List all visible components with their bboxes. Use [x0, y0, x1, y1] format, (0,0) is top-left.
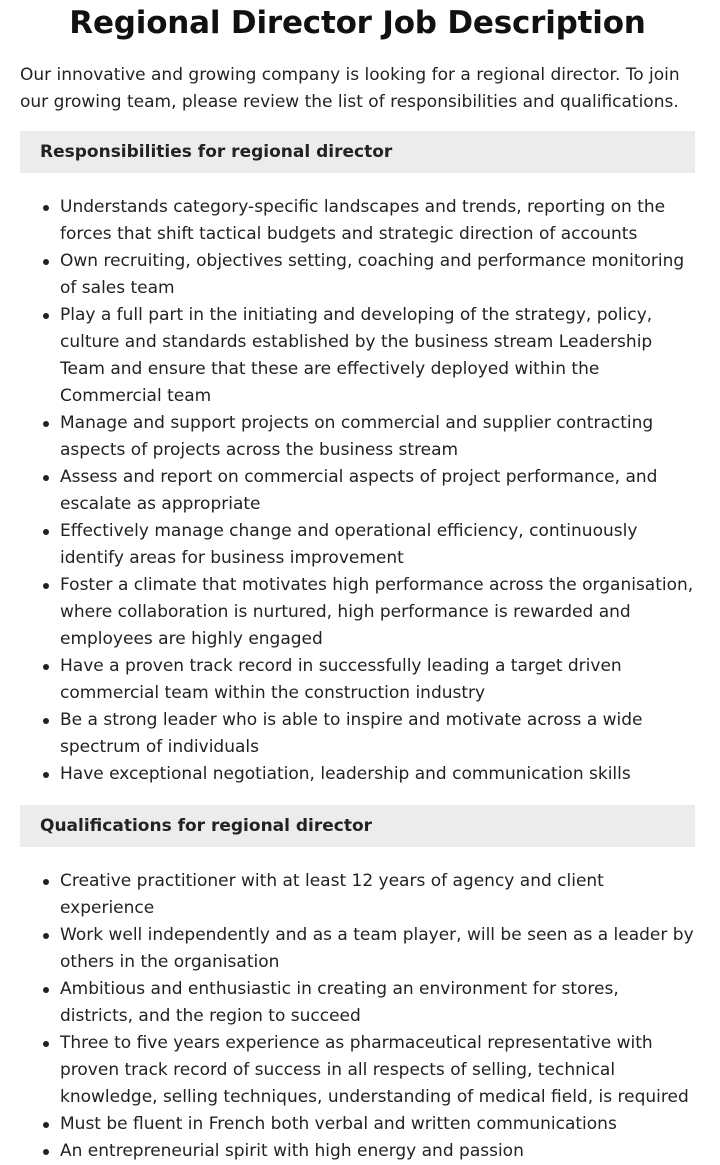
list-item: Work well independently and as a team player, will be seen as a leader by others in the organisation	[60, 922, 695, 976]
list-item: Assess and report on commercial aspects of project performance, and escalate as appropriate	[60, 464, 695, 518]
qualifications-list	[20, 868, 695, 1165]
list-item: Effectively manage change and operational efficiency, continuously identify areas for business improvement	[60, 518, 695, 572]
list-item: Have a proven track record in successfully leading a target driven commercial team within the construction industry	[60, 653, 695, 707]
list-item: Be a strong leader who is able to inspire and motivate across a wide spectrum of individuals	[60, 707, 695, 761]
responsibilities-heading: Responsibilities for regional director	[20, 131, 695, 173]
list-item: Creative practitioner with at least 12 years of agency and client experience	[60, 868, 695, 922]
list-item: Foster a climate that motivates high performance across the organisation, where collaboration is nurtured, high performance is rewarded and employees are highly engaged	[60, 572, 695, 653]
responsibilities-list	[20, 194, 695, 788]
intro-paragraph: Our innovative and growing company is looking for a regional director. To join our growing team, please review the list of responsibilities and qualifications.	[20, 65, 680, 112]
list-item: Manage and support projects on commercial and supplier contracting aspects of projects across the business stream	[60, 410, 695, 464]
list-item: Three to five years experience as pharmaceutical representative with proven track record of success in all respects of selling, technical knowledge, selling techniques, understanding of medical field, is required	[60, 1030, 695, 1111]
list-item: Understands category-specific landscapes and trends, reporting on the forces that shift tactical budgets and strategic direction of accounts	[60, 194, 695, 248]
qualifications-heading: Qualifications for regional director	[20, 805, 695, 847]
list-item: Ambitious and enthusiastic in creating an environment for stores, districts, and the region to succeed	[60, 976, 695, 1030]
list-item: Own recruiting, objectives setting, coaching and performance monitoring of sales team	[60, 248, 695, 302]
list-item: An entrepreneurial spirit with high energy and passion	[60, 1138, 695, 1165]
page-title: Regional Director Job Description	[69, 5, 646, 41]
list-item: Have exceptional negotiation, leadership and communication skills	[60, 761, 695, 788]
list-item: Must be fluent in French both verbal and written communications	[60, 1111, 695, 1138]
list-item: Play a full part in the initiating and developing of the strategy, policy, culture and standards established by the business stream Leadership Team and ensure that these are effectively deployed within the Commercial team	[60, 302, 695, 410]
